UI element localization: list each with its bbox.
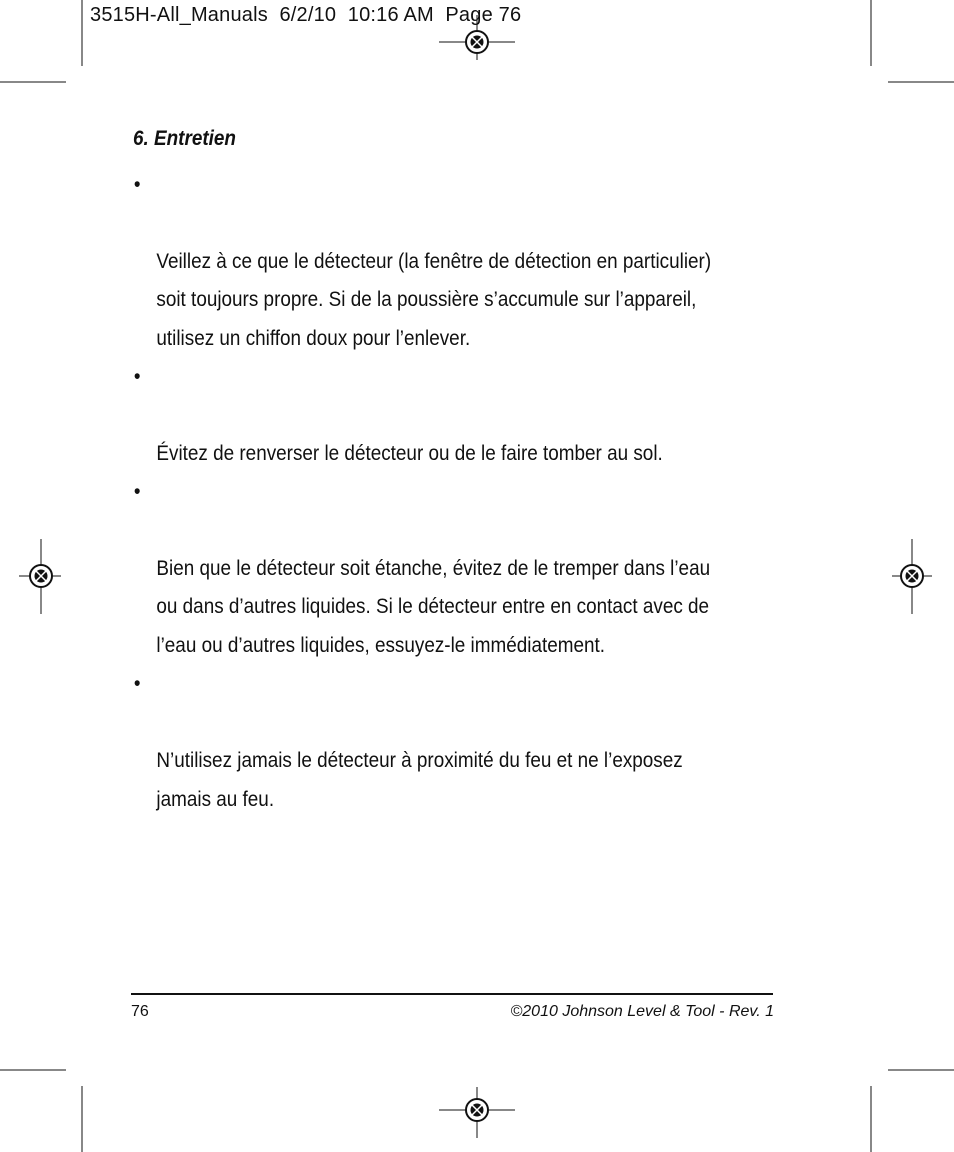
bullet-symbol: •: [133, 672, 141, 696]
bullet-text: Bien que le détecteur soit étanche, évitez de le tremper dans l’eau ou dans d’autres liquides. Si le détecteur entre en contact avec de l’eau ou d’autres liquides, essuyez-le immédiatement.: [156, 557, 711, 657]
bullet-text: Veillez à ce que le détecteur (la fenêtre de détection en particulier) soit toujours propre. Si de la poussière s’accumule sur l’appareil, utilisez un chiffon doux pour l’enlever.: [156, 249, 712, 350]
print-slug: 3515H-All_Manuals 6/2/10 10:16 AM Page 76: [90, 4, 522, 26]
bullet-item-dropping: [133, 358, 718, 473]
page-number: 76: [131, 1003, 149, 1020]
registration-mark-right: [892, 539, 932, 614]
bullet-symbol: •: [133, 173, 141, 196]
maintenance-bullet-list: [133, 166, 718, 819]
bullet-symbol: •: [133, 480, 141, 504]
registration-mark-bottom: [439, 1087, 515, 1138]
section-heading: 6. Entretien: [133, 127, 236, 150]
bullet-item-liquids: [133, 473, 718, 665]
bullet-symbol: •: [133, 365, 141, 389]
maintenance-section: [133, 126, 718, 819]
copyright-notice: ©2010 Johnson Level & Tool - Rev. 1: [510, 1003, 774, 1020]
registration-mark-left: [19, 539, 61, 614]
bullet-item-fire: [133, 665, 718, 819]
footer-rule: [131, 993, 773, 995]
bullet-text: Évitez de renverser le détecteur ou de le faire tomber au sol.: [156, 441, 663, 465]
bullet-item-cleaning: [133, 166, 718, 358]
bullet-text: N’utilisez jamais le détecteur à proximité du feu et ne l’exposez jamais au feu.: [156, 749, 683, 811]
registration-mark-top: [439, 15, 515, 60]
